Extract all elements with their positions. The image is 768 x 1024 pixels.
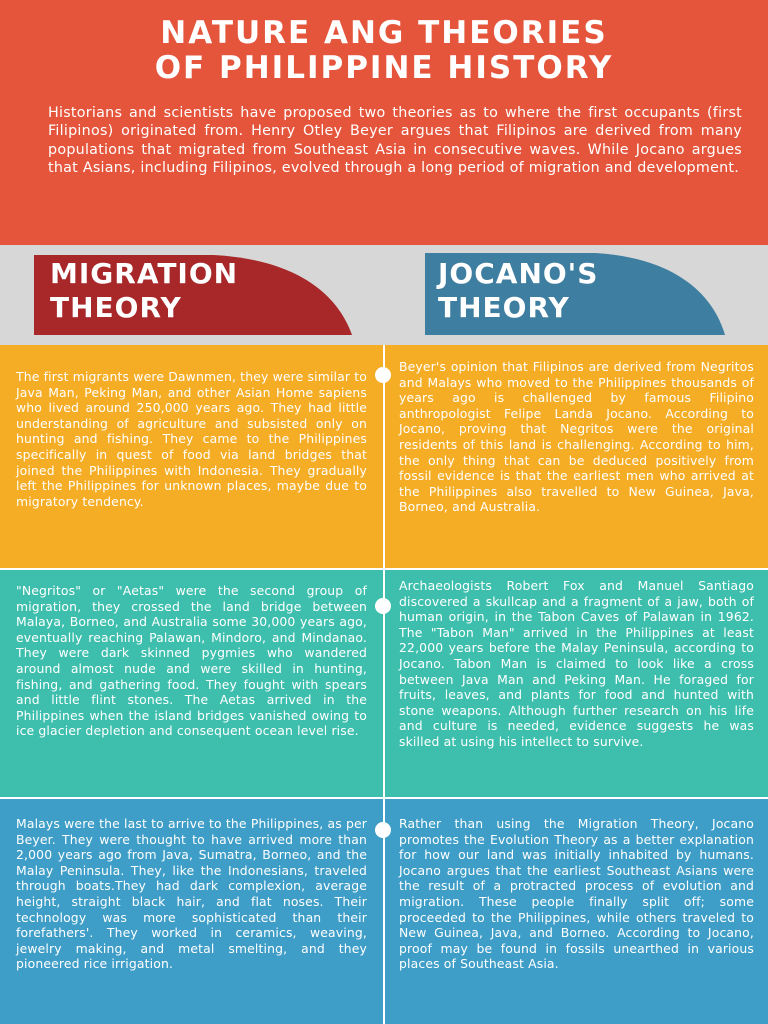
migration-text-dawnmen: The first migrants were Dawnmen, they were similar to Java Man, Peking Man, and other Asian Home sapiens who lived around 250,000 years ago. They had little understanding of agriculture and subsisted only on hunting and fishing. They came to the Philippines specifically in quest of food via land bridges that joined the Philippines with Indonesia. They gradually left the Philippines for unknown places, maybe due to migratory tendency. <box>16 369 367 509</box>
jocano-panel-tabon-man <box>385 569 768 798</box>
header-section <box>0 0 768 245</box>
migration-banner-line-1: MIGRATION <box>50 257 239 290</box>
jocano-text-evolution: Rather than using the Migration Theory, Jocano promotes the Evolution Theory as a better explanation for how our land was initially inhabited by humans. Jocano argues that the earliest Southeast Asians were the result of a protracted process of evolution and migration. These people finally split off; some proceeded to the Philippines, while others traveled to New Guinea, Java, and Borneo. According to Jocano, proof may be found in fossils unearthed in various places of Southeast Asia. <box>399 816 754 972</box>
jocano-banner-line-2: THEORY <box>438 291 570 324</box>
migration-theory-banner <box>50 257 238 325</box>
jocano-panel-evolution <box>385 798 768 1024</box>
migration-text-malays: Malays were the last to arrive to the Philippines, as per Beyer. They were thought to have arrived more than 2,000 years ago from Java, Sumatra, Borneo, and the Malay Peninsula. They, like the Indonesians, traveled through boats.They had dark complexion, average height, straight black hair, and flat noses. Their technology was more sophisticated than their forefathers'. They worked in ceramics, weaving, jewelry making, and metal smelting, and they pioneered rice irrigation. <box>16 816 367 972</box>
timeline-divider <box>383 345 385 1024</box>
page-title <box>0 16 768 86</box>
migration-text-negritos: "Negritos" or "Aetas" were the second group of migration, they crossed the land bridge between Malaya, Borneo, and Australia some 30,000 years ago, eventually reaching Palawan, Mindoro, and Mindanao. They were dark skinned pygmies who wandered around almost nude and were skilled in hunting, fishing, and gathering food. They fought with spears and little flint stones. The Aetas arrived in the Philippines when the island bridges vanished owing to ice glacier depletion and consequent ocean level rise. <box>16 583 367 739</box>
timeline-dot <box>375 367 391 383</box>
timeline-dot <box>375 598 391 614</box>
title-line-2: OF PHILIPPINE HISTORY <box>154 50 614 86</box>
jocano-text-tabon-man: Archaeologists Robert Fox and Manuel Santiago discovered a skullcap and a fragment of a jaw, both of human origin, in the Tabon Caves of Palawan in 1962. The "Tabon Man" arrived in the Philippines at least 22,000 years before the Malay Peninsula, according to Jocano. Tabon Man is claimed to look like a cross between Java Man and Peking Man. He foraged for fruits, leaves, and plants for food and hunted with stone weapons. Although further research on his life and culture is needed, evidence suggests he was skilled at using his intellect to survive. <box>399 578 754 749</box>
jocano-panel-beyer-opinion <box>385 345 768 569</box>
timeline-dot <box>375 822 391 838</box>
jocano-text-beyer-opinion: Beyer's opinion that Filipinos are derived from Negritos and Malays who moved to the Philippines thousands of years ago is challenged by famous Filipino anthropologist Felipe Landa Jocano. According to Jocano, proving that Negritos were the original residents of this land is challenging. According to him, the only thing that can be deduced positively from fossil evidence is that the earliest men who arrived at the Philippines also travelled to New Guinea, Java, Borneo, and Australia. <box>399 359 754 515</box>
migration-panel-dawnmen <box>0 345 383 569</box>
title-line-1: NATURE ANG THEORIES <box>160 15 608 51</box>
migration-banner-line-2: THEORY <box>50 291 182 324</box>
migration-panel-negritos <box>0 569 383 798</box>
jocano-banner-line-1: JOCANO'S <box>438 257 599 290</box>
migration-panel-malays <box>0 798 383 1024</box>
jocano-theory-banner <box>438 257 598 325</box>
banner-band <box>0 245 768 345</box>
intro-paragraph: Historians and scientists have proposed two theories as to where the first occupants (first Filipinos) originated from. Henry Otley Beyer argues that Filipinos are derived from many populations that migrated from Southeast Asia in consecutive waves. While Jocano argues that Asians, including Filipinos, evolved through a long period of migration and development. <box>48 105 742 176</box>
